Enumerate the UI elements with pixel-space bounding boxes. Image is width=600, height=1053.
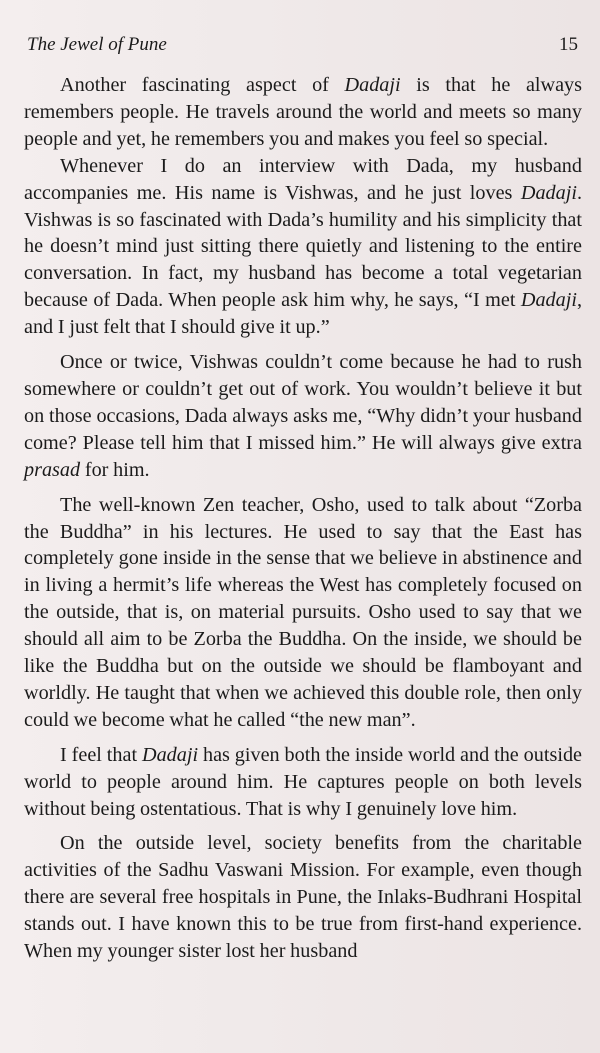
paragraph xyxy=(24,349,582,484)
paragraph xyxy=(24,492,582,734)
paragraph xyxy=(24,72,582,153)
text-run: for him. xyxy=(80,458,150,481)
italic-run: Dadaji xyxy=(520,289,577,312)
paragraph xyxy=(24,830,582,965)
book-title: The Jewel of Pune xyxy=(27,34,167,55)
paragraph xyxy=(24,742,582,823)
text-run: is that he always remembers people. He travels around the world and meets so many people and yet, he remembers you and makes you feel so special. xyxy=(24,74,582,150)
text-run: On the outside level, society benefits from the charitable activities of the Sadhu Vaswani Mission. For example, even though there are several free hospitals in Pune, the Inlaks-Budhrani Hospital stands out. I have known this to be true from first-hand experience. When my younger sister lost her husband xyxy=(24,832,582,963)
text-run: Another fascinating aspect of xyxy=(60,74,345,96)
body-text xyxy=(24,72,582,965)
running-header xyxy=(24,32,582,58)
text-run: , and I just felt that I should give it up.” xyxy=(24,289,582,339)
italic-run: Dadaji xyxy=(520,181,577,204)
text-run: . Vishwas is so fascinated with Dada’s humility and his simplicity that he doesn’t mind just sitting there quietly and listening to the entire conversation. In fact, my husband has become a total vegetarian because of Dada. When people ask him why, he says, “I met xyxy=(24,181,582,312)
text-run: I feel that xyxy=(60,743,142,766)
paragraph xyxy=(24,153,582,341)
italic-run: Dadaji xyxy=(141,743,199,766)
italic-run: Dadaji xyxy=(344,74,401,96)
text-run: Whenever I do an interview with Dada, my husband accompanies me. His name is Vishwas, and he just loves xyxy=(24,154,582,204)
page-number: 15 xyxy=(559,34,578,55)
text-run: has given both the inside world and the outside world to people around him. He captures people on both levels without being ostentatious. That is why I genuinely love him. xyxy=(24,743,582,820)
italic-run: prasad xyxy=(24,458,81,481)
text-run: Once or twice, Vishwas couldn’t come because he had to rush somewhere or couldn’t get out of work. You wouldn’t believe it but on those occasions, Dada always asks me, “Why didn’t your husband come? Please tell him that I missed him.” He will always give extra xyxy=(24,351,582,454)
text-run: The well-known Zen teacher, Osho, used to talk about “Zorba the Buddha” in his lectures. He used to say that the East has completely gone inside in the sense that we believe in abstinence and in living a hermit’s life whereas the West has completely focused on the outside, that is, on material pursuits. Osho used to say that we should all aim to be Zorba the Buddha. On the inside, we should be like the Buddha but on the outside we should be flamboyant and worldly. He taught that when we achieved this double role, then only could we become what he called “the new man”. xyxy=(24,493,582,731)
